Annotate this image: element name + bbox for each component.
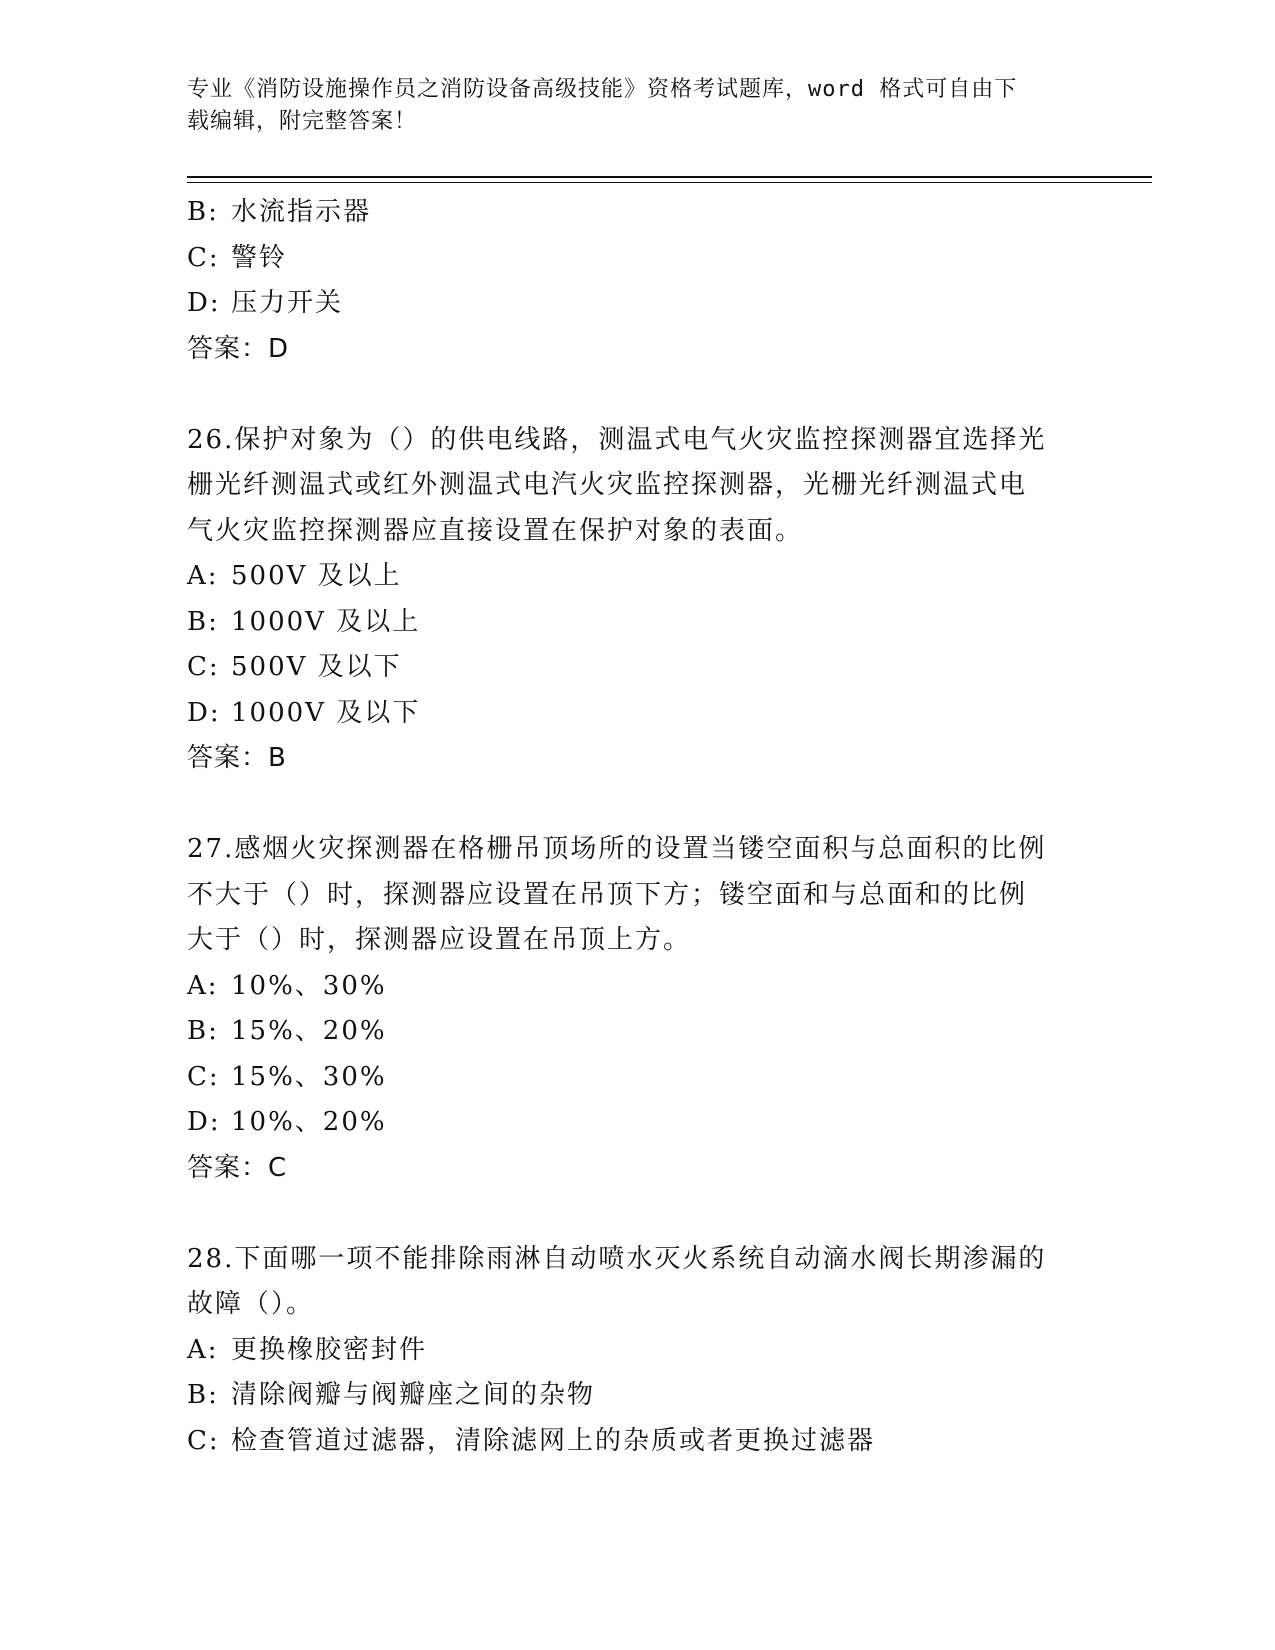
option-text: 500V 及以上 bbox=[231, 561, 402, 591]
question-text-line: 26.保护对象为（）的供电线路，测温式电气火灾监控探测器宜选择光 bbox=[187, 424, 1047, 455]
option-letter: D: bbox=[187, 1107, 221, 1137]
option-d bbox=[187, 1100, 1087, 1146]
option-a bbox=[187, 964, 1087, 1010]
header-line-2: 载编辑，附完整答案！ bbox=[187, 109, 418, 134]
option-d bbox=[187, 691, 1087, 737]
option-c bbox=[187, 1419, 1087, 1465]
option-b bbox=[187, 1373, 1087, 1419]
option-a bbox=[187, 1328, 1087, 1374]
option-letter: D: bbox=[187, 288, 221, 318]
option-letter: A: bbox=[187, 561, 219, 591]
question-text-line: 栅光纤测温式或红外测温式电汽火灾监控探测器，光栅光纤测温式电 bbox=[187, 470, 1028, 500]
question-text-line: 27.感烟火灾探测器在格栅吊顶场所的设置当镂空面积与总面积的比例 bbox=[187, 834, 1047, 864]
header-divider-thin bbox=[187, 182, 1152, 183]
option-letter: A: bbox=[187, 970, 219, 1001]
question-text-line: 故障（）。 bbox=[187, 1289, 315, 1319]
spacer bbox=[187, 1191, 1087, 1237]
option-text: 15%、20% bbox=[231, 1016, 387, 1046]
question-27 bbox=[187, 827, 1087, 1191]
option-letter: C: bbox=[187, 652, 220, 682]
question-text-line: 不大于（）时，探测器应设置在吊顶下方；镂空面和与总面和的比例 bbox=[187, 879, 1028, 910]
option-text: 1000V 及以下 bbox=[231, 697, 421, 728]
option-c bbox=[187, 645, 1087, 691]
option-letter: C: bbox=[187, 1425, 220, 1456]
option-letter: B: bbox=[187, 1380, 219, 1410]
option-text: 水流指示器 bbox=[231, 197, 372, 227]
question-text-line: 28.下面哪一项不能排除雨淋自动喷水灭火系统自动滴水阀长期渗漏的 bbox=[187, 1243, 1047, 1274]
header-divider-thick bbox=[187, 176, 1152, 178]
option-b bbox=[187, 190, 1087, 236]
option-b bbox=[187, 1009, 1087, 1055]
answer: 答案：B bbox=[187, 743, 287, 773]
option-letter: A: bbox=[187, 1334, 219, 1365]
question-25-continuation bbox=[187, 190, 1087, 372]
document-header bbox=[187, 74, 1067, 138]
spacer bbox=[187, 372, 1087, 418]
option-letter: D: bbox=[187, 697, 221, 728]
option-c bbox=[187, 1055, 1087, 1101]
answer: 答案：C bbox=[187, 1152, 288, 1183]
question-28 bbox=[187, 1237, 1087, 1465]
option-text: 500V 及以下 bbox=[231, 652, 402, 682]
option-text: 压力开关 bbox=[231, 288, 344, 318]
header-line-1: 专业《消防设施操作员之消防设备高级技能》资格考试题库，word 格式可自由下 bbox=[187, 77, 1018, 102]
document-body bbox=[187, 190, 1087, 1464]
question-text-line: 大于（）时，探测器应设置在吊顶上方。 bbox=[187, 925, 692, 955]
question-text-line: 气火灾监控探测器应直接设置在保护对象的表面。 bbox=[187, 515, 804, 546]
answer: 答案：D bbox=[187, 333, 290, 364]
option-letter: B: bbox=[187, 606, 219, 637]
option-d bbox=[187, 281, 1087, 327]
option-text: 清除阀瓣与阀瓣座之间的杂物 bbox=[231, 1380, 596, 1410]
option-letter: B: bbox=[187, 1016, 219, 1046]
option-text: 10%、30% bbox=[231, 970, 387, 1001]
spacer bbox=[187, 782, 1087, 828]
option-text: 检查管道过滤器，清除滤网上的杂质或者更换过滤器 bbox=[231, 1425, 876, 1456]
option-text: 15%、30% bbox=[231, 1061, 387, 1092]
question-26 bbox=[187, 418, 1087, 782]
option-text: 更换橡胶密封件 bbox=[231, 1334, 428, 1365]
option-text: 警铃 bbox=[231, 242, 288, 273]
option-b bbox=[187, 600, 1087, 646]
option-a bbox=[187, 554, 1087, 600]
option-text: 1000V 及以上 bbox=[231, 606, 421, 637]
option-letter: C: bbox=[187, 242, 220, 273]
option-c bbox=[187, 236, 1087, 282]
option-text: 10%、20% bbox=[231, 1107, 387, 1137]
option-letter: B: bbox=[187, 197, 219, 227]
option-letter: C: bbox=[187, 1061, 220, 1092]
